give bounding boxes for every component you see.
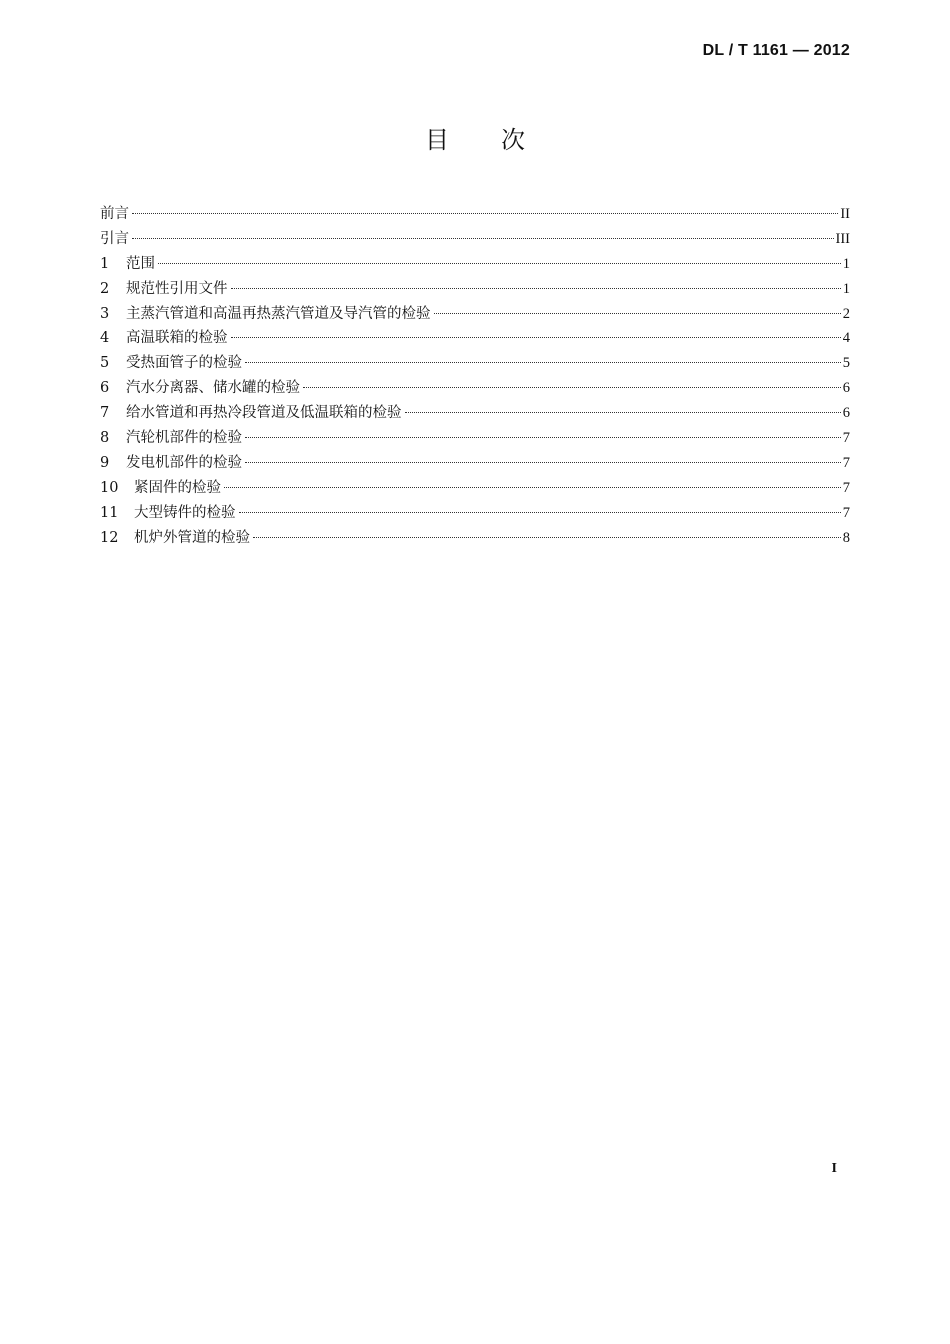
toc-entry-page: 2 [842, 305, 850, 322]
toc-entry-introduction[interactable] [100, 227, 850, 252]
toc-entry-label: 规范性引用文件 [126, 280, 228, 297]
toc-entry-3[interactable] [100, 302, 850, 327]
toc-entry-label: 发电机部件的检验 [126, 454, 242, 471]
toc-entry-number: 9 [100, 454, 110, 471]
toc-leader-dots [405, 412, 841, 413]
toc-entry-page: 7 [842, 504, 850, 521]
toc-entry-1[interactable] [100, 252, 850, 277]
toc-entry-number: 1 [100, 255, 110, 272]
toc-entry-page: 4 [842, 330, 850, 347]
page-title [0, 120, 950, 155]
toc-entry-page: 6 [842, 405, 850, 422]
toc-entry-number: 10 [100, 479, 119, 496]
toc-entry-page: 5 [842, 355, 850, 372]
toc-entry-label: 给水管道和再热冷段管道及低温联箱的检验 [126, 405, 402, 422]
toc-leader-dots [245, 437, 841, 438]
toc-leader-dots [239, 512, 841, 513]
toc-entry-number: 5 [100, 355, 110, 372]
toc-entry-page: III [835, 230, 850, 247]
toc-entry-label: 大型铸件的检验 [134, 504, 236, 521]
toc-entry-page: 8 [842, 529, 850, 546]
toc-entry-foreword[interactable] [100, 202, 850, 227]
toc-entry-9[interactable] [100, 451, 850, 476]
toc-entry-number: 11 [100, 504, 119, 521]
toc-entry-page: 7 [842, 479, 850, 496]
page-number: I [831, 1161, 837, 1176]
toc-entry-11[interactable] [100, 501, 850, 526]
toc-entry-label: 引言 [100, 230, 129, 247]
toc-entry-label: 前言 [100, 206, 129, 222]
toc-leader-dots [434, 313, 841, 314]
toc-leader-dots [231, 288, 841, 289]
toc-leader-dots [245, 362, 841, 363]
toc-entry-label: 高温联箱的检验 [126, 330, 228, 347]
title-char-2: 次 [501, 126, 525, 154]
title-char-1: 目 [425, 126, 449, 154]
toc-entry-number: 6 [100, 380, 110, 397]
toc-entry-2[interactable] [100, 277, 850, 302]
toc-entry-number: 2 [100, 280, 110, 297]
toc-leader-dots [303, 387, 841, 388]
toc-entry-10[interactable] [100, 476, 850, 501]
toc-entry-page: 1 [842, 255, 850, 272]
toc-entry-7[interactable] [100, 401, 850, 426]
table-of-contents [100, 202, 850, 550]
toc-leader-dots [253, 537, 841, 538]
toc-entry-6[interactable] [100, 376, 850, 401]
toc-entry-number: 4 [100, 330, 110, 347]
toc-entry-label: 范围 [126, 255, 155, 272]
standard-code: DL / T 1161 — 2012 [702, 42, 850, 59]
toc-entry-page: 1 [842, 280, 850, 297]
toc-leader-dots [132, 213, 838, 214]
toc-entry-12[interactable] [100, 526, 850, 551]
toc-leader-dots [231, 337, 841, 338]
toc-leader-dots [224, 487, 841, 488]
toc-entry-number: 7 [100, 405, 110, 422]
toc-entry-4[interactable] [100, 326, 850, 351]
toc-entry-page: 7 [842, 454, 850, 471]
toc-entry-label: 受热面管子的检验 [126, 355, 242, 372]
toc-entry-number: 8 [100, 430, 110, 447]
toc-entry-number: 12 [100, 529, 119, 546]
toc-entry-page: II [840, 206, 850, 222]
toc-entry-label: 汽轮机部件的检验 [126, 430, 242, 447]
toc-entry-page: 6 [842, 380, 850, 397]
toc-leader-dots [245, 462, 841, 463]
toc-entry-number: 3 [100, 305, 110, 322]
toc-leader-dots [132, 238, 834, 239]
toc-entry-8[interactable] [100, 426, 850, 451]
toc-entry-label: 主蒸汽管道和高温再热蒸汽管道及导汽管的检验 [126, 305, 431, 322]
toc-entry-label: 紧固件的检验 [134, 479, 221, 496]
toc-entry-5[interactable] [100, 351, 850, 376]
toc-leader-dots [158, 263, 841, 264]
toc-entry-label: 汽水分离器、储水罐的检验 [126, 380, 300, 397]
toc-entry-label: 机炉外管道的检验 [134, 529, 250, 546]
toc-entry-page: 7 [842, 430, 850, 447]
